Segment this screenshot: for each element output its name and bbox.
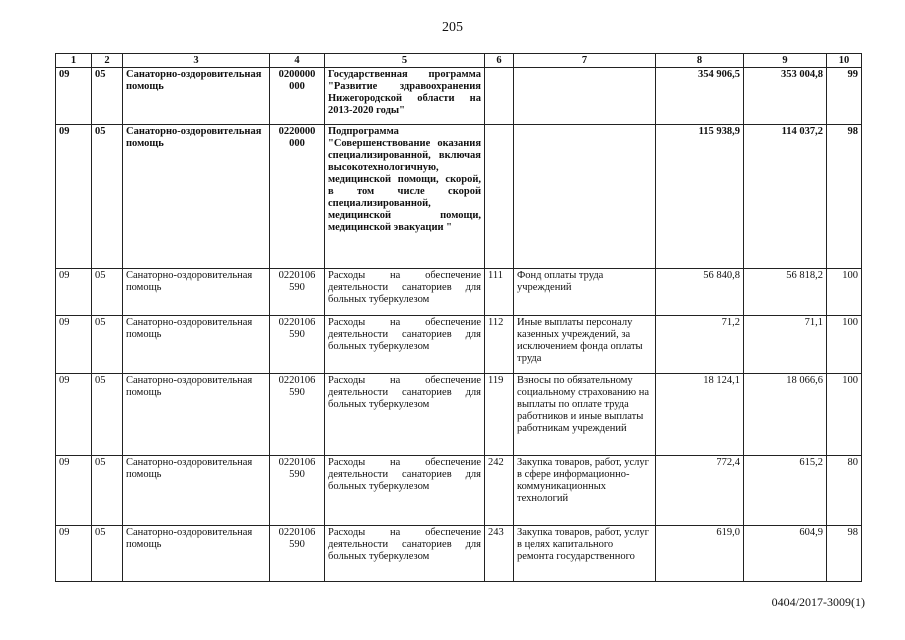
column-header: 1 bbox=[56, 54, 92, 68]
table-header-row bbox=[56, 54, 862, 68]
target-article-code: 0220000 000 bbox=[270, 125, 325, 269]
program-name: Расходы на обеспечение деятельности санаториев для больных туберкулезом bbox=[325, 456, 485, 526]
section-name: Санаторно-оздоровительная помощь bbox=[123, 68, 270, 125]
subsection-code: 05 bbox=[92, 526, 123, 582]
plan-amount: 354 906,5 bbox=[656, 68, 744, 125]
expense-type-code: 242 bbox=[485, 456, 514, 526]
plan-amount: 71,2 bbox=[656, 316, 744, 374]
actual-amount: 71,1 bbox=[744, 316, 827, 374]
actual-amount: 18 066,6 bbox=[744, 374, 827, 456]
execution-percent: 98 bbox=[827, 125, 862, 269]
target-article-code: 0220106 590 bbox=[270, 374, 325, 456]
column-header: 5 bbox=[325, 54, 485, 68]
actual-amount: 56 818,2 bbox=[744, 269, 827, 316]
plan-amount: 18 124,1 bbox=[656, 374, 744, 456]
column-header: 7 bbox=[514, 54, 656, 68]
execution-percent: 100 bbox=[827, 374, 862, 456]
expense-type-name: Закупка товаров, работ, услуг в сфере информационно-коммуникационных технологий bbox=[514, 456, 656, 526]
section-code: 09 bbox=[56, 316, 92, 374]
subsection-code: 05 bbox=[92, 374, 123, 456]
section-name: Санаторно-оздоровительная помощь bbox=[123, 269, 270, 316]
subsection-code: 05 bbox=[92, 456, 123, 526]
column-header: 4 bbox=[270, 54, 325, 68]
column-header: 9 bbox=[744, 54, 827, 68]
document-id: 0404/2017-3009(1) bbox=[771, 595, 865, 609]
subsection-code: 05 bbox=[92, 68, 123, 125]
expense-type-name bbox=[514, 68, 656, 125]
subsection-code: 05 bbox=[92, 125, 123, 269]
program-name: Подпрограмма "Совершенствование оказания специализированной, включая высокотехнологичную, медицинской помощи, скорой, в том числе скорой специализированной, медицинской помощи, медицинской эвакуации " bbox=[325, 125, 485, 269]
column-header: 8 bbox=[656, 54, 744, 68]
table-row bbox=[56, 374, 862, 456]
page-number: 205 bbox=[442, 20, 463, 35]
subsection-code: 05 bbox=[92, 269, 123, 316]
budget-table bbox=[55, 53, 862, 582]
section-code: 09 bbox=[56, 456, 92, 526]
actual-amount: 114 037,2 bbox=[744, 125, 827, 269]
section-code: 09 bbox=[56, 125, 92, 269]
section-name: Санаторно-оздоровительная помощь bbox=[123, 316, 270, 374]
expense-type-name: Закупка товаров, работ, услуг в целях капитального ремонта государственного bbox=[514, 526, 656, 582]
target-article-code: 0220106 590 bbox=[270, 269, 325, 316]
program-name: Расходы на обеспечение деятельности санаториев для больных туберкулезом bbox=[325, 374, 485, 456]
section-code: 09 bbox=[56, 68, 92, 125]
table-row bbox=[56, 316, 862, 374]
section-name: Санаторно-оздоровительная помощь bbox=[123, 526, 270, 582]
table-row bbox=[56, 456, 862, 526]
execution-percent: 80 bbox=[827, 456, 862, 526]
execution-percent: 100 bbox=[827, 316, 862, 374]
expense-type-code: 112 bbox=[485, 316, 514, 374]
subsection-code: 05 bbox=[92, 316, 123, 374]
table-row bbox=[56, 269, 862, 316]
plan-amount: 115 938,9 bbox=[656, 125, 744, 269]
column-header: 10 bbox=[827, 54, 862, 68]
target-article-code: 0220106 590 bbox=[270, 526, 325, 582]
target-article-code: 0220106 590 bbox=[270, 456, 325, 526]
execution-percent: 99 bbox=[827, 68, 862, 125]
target-article-code: 0200000 000 bbox=[270, 68, 325, 125]
section-name: Санаторно-оздоровительная помощь bbox=[123, 125, 270, 269]
section-name: Санаторно-оздоровительная помощь bbox=[123, 456, 270, 526]
plan-amount: 772,4 bbox=[656, 456, 744, 526]
expense-type-name: Иные выплаты персоналу казенных учреждений, за исключением фонда оплаты труда bbox=[514, 316, 656, 374]
section-code: 09 bbox=[56, 526, 92, 582]
actual-amount: 615,2 bbox=[744, 456, 827, 526]
expense-type-name: Взносы по обязательному социальному страхованию на выплаты по оплате труда работников и иные выплаты работникам учреждений bbox=[514, 374, 656, 456]
actual-amount: 353 004,8 bbox=[744, 68, 827, 125]
section-name: Санаторно-оздоровительная помощь bbox=[123, 374, 270, 456]
program-name: Расходы на обеспечение деятельности санаториев для больных туберкулезом bbox=[325, 316, 485, 374]
expense-type-code: 119 bbox=[485, 374, 514, 456]
execution-percent: 100 bbox=[827, 269, 862, 316]
expense-type-code: 243 bbox=[485, 526, 514, 582]
expense-type-name bbox=[514, 125, 656, 269]
table-row bbox=[56, 526, 862, 582]
section-code: 09 bbox=[56, 374, 92, 456]
actual-amount: 604,9 bbox=[744, 526, 827, 582]
plan-amount: 619,0 bbox=[656, 526, 744, 582]
target-article-code: 0220106 590 bbox=[270, 316, 325, 374]
column-header: 3 bbox=[123, 54, 270, 68]
table-row bbox=[56, 125, 862, 269]
program-name: Расходы на обеспечение деятельности санаториев для больных туберкулезом bbox=[325, 526, 485, 582]
section-code: 09 bbox=[56, 269, 92, 316]
column-header: 6 bbox=[485, 54, 514, 68]
column-header: 2 bbox=[92, 54, 123, 68]
expense-type-code bbox=[485, 68, 514, 125]
program-name: Государственная программа "Развитие здравоохранения Нижегородской области на 2013-2020 годы" bbox=[325, 68, 485, 125]
plan-amount: 56 840,8 bbox=[656, 269, 744, 316]
expense-type-code bbox=[485, 125, 514, 269]
expense-type-code: 111 bbox=[485, 269, 514, 316]
program-name: Расходы на обеспечение деятельности санаториев для больных туберкулезом bbox=[325, 269, 485, 316]
expense-type-name: Фонд оплаты труда учреждений bbox=[514, 269, 656, 316]
execution-percent: 98 bbox=[827, 526, 862, 582]
table-row bbox=[56, 68, 862, 125]
